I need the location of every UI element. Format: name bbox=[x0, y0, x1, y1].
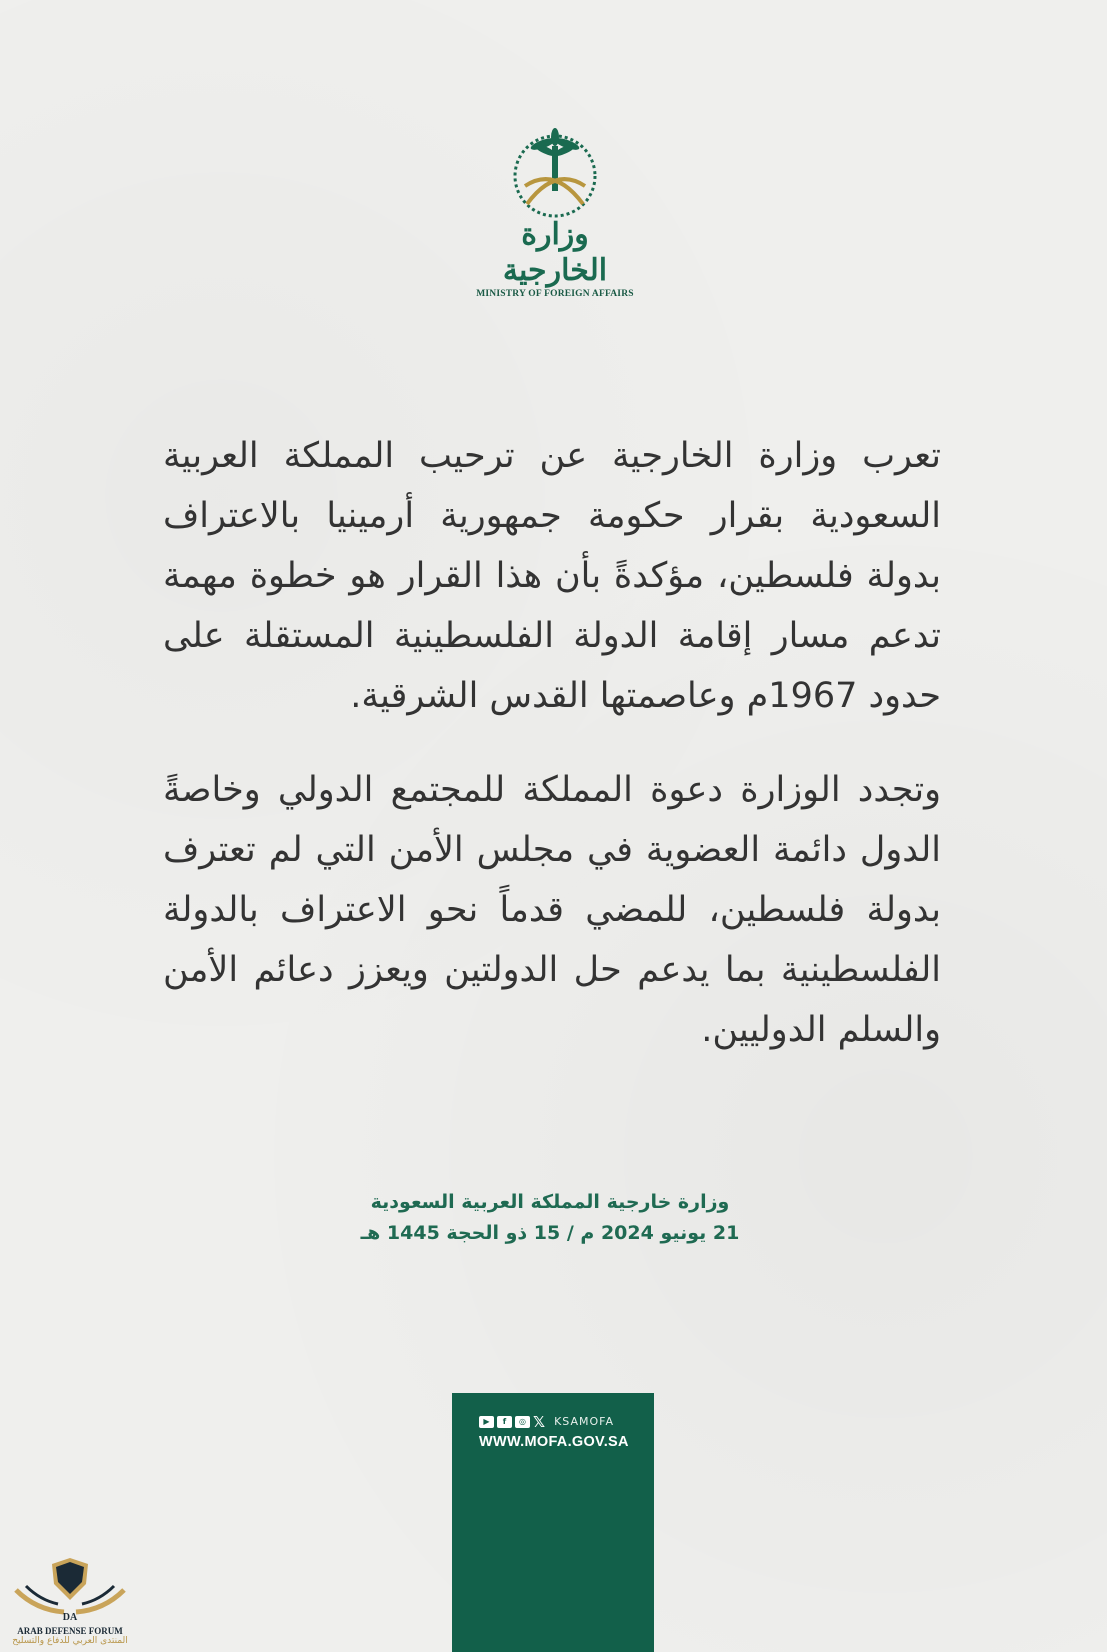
statement-paragraph: وتجدد الوزارة دعوة المملكة للمجتمع الدولي وخاصةً الدول دائمة العضوية في مجلس الأمن التي لم تعترف بدولة فلسطين، للمضي قدماً نحو الاعتراف بالدولة الفلسطينية بما يدعم حل الدولتين ويعزز دعائم الأمن والسلم الدوليين. bbox=[163, 770, 941, 1050]
youtube-icon[interactable]: ▶ bbox=[479, 1416, 494, 1428]
logo-arabic-text: وزارة الخارجية bbox=[502, 217, 608, 288]
statement-paragraph: تعرب وزارة الخارجية عن ترحيب المملكة العربية السعودية بقرار حكومة جمهورية أرمينيا بالاعتراف بدولة فلسطين، مؤكدةً بأن هذا القرار هو خطوة مهمة تدعم مسار إقامة الدولة الفلسطينية المستقلة على حدود 1967م وعاصمتها القدس الشرقية. bbox=[163, 436, 941, 716]
signature-block bbox=[340, 1186, 760, 1248]
saudi-emblem-icon bbox=[505, 126, 605, 221]
social-handle: KSAMOFA bbox=[554, 1415, 615, 1428]
watermark-arabic: المنتدى العربي للدفاع والتسليح bbox=[12, 1636, 128, 1646]
shield-wings-icon bbox=[6, 1550, 134, 1622]
x-icon[interactable]: 𝕏 bbox=[533, 1412, 546, 1431]
instagram-icon[interactable]: ◎ bbox=[515, 1416, 530, 1428]
social-links bbox=[479, 1412, 615, 1431]
facebook-icon[interactable]: f bbox=[497, 1416, 512, 1428]
issuer-name: وزارة خارجية المملكة العربية السعودية bbox=[370, 1191, 730, 1213]
issue-date: 21 يونيو 2024 م / 15 ذو الحجة 1445 هـ bbox=[360, 1222, 740, 1244]
logo-english-text: MINISTRY OF FOREIGN AFFAIRS bbox=[476, 289, 634, 299]
watermark-english: ARAB DEFENSE FORUM bbox=[17, 1626, 123, 1636]
watermark-logo bbox=[6, 1550, 134, 1646]
website-link[interactable]: WWW.MOFA.GOV.SA bbox=[479, 1434, 629, 1450]
svg-text:DA: DA bbox=[62, 1612, 78, 1622]
ministry-logo bbox=[470, 126, 640, 299]
statement-body bbox=[163, 426, 941, 1094]
contact-panel bbox=[452, 1393, 654, 1652]
